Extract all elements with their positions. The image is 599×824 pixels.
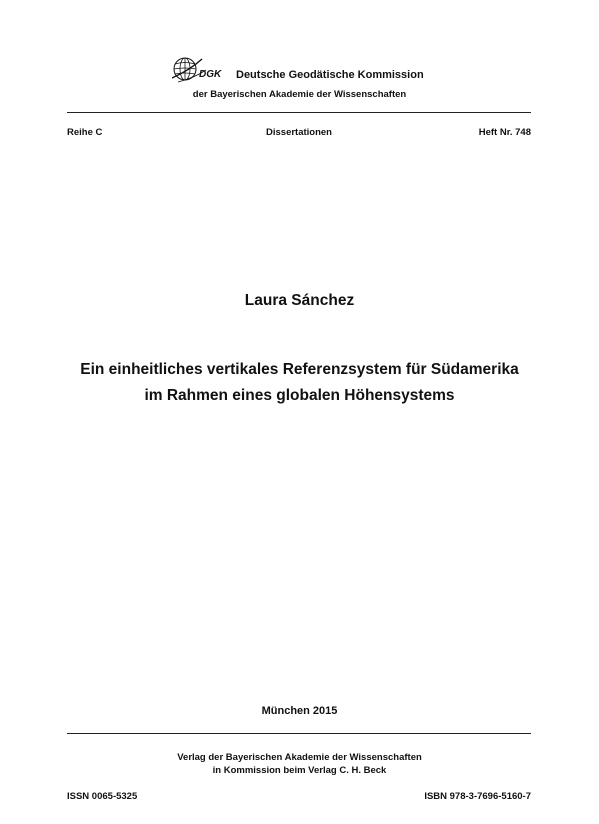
logo-text: DGK — [199, 69, 222, 80]
bottom-divider — [67, 733, 531, 734]
publisher-line-1: Verlag der Bayerischen Akademie der Wissenschaften — [177, 752, 422, 763]
title-line-2: im Rahmen eines globalen Höhensystems — [144, 387, 455, 404]
series-label: Reihe C — [67, 127, 103, 138]
place-and-year: München 2015 — [261, 705, 338, 717]
publisher-line-2: in Kommission beim Verlag C. H. Beck — [212, 765, 387, 776]
top-divider — [67, 112, 531, 113]
document-title — [40, 357, 559, 409]
series-info-row — [67, 127, 531, 141]
isbn-number: ISBN 978-3-7696-5160-7 — [424, 791, 531, 802]
series-type: Dissertationen — [266, 127, 332, 138]
issue-number: Heft Nr. 748 — [478, 127, 531, 138]
title-line-1: Ein einheitliches vertikales Referenzsystem für Südamerika — [80, 361, 519, 378]
academy-name: der Bayerischen Akademie der Wissenschaften — [192, 89, 407, 100]
author-name: Laura Sánchez — [244, 292, 355, 309]
issn-number: ISSN 0065-5325 — [67, 791, 138, 802]
organization-name: Deutsche Geodätische Kommission — [236, 69, 424, 81]
publisher-info — [0, 751, 599, 777]
identifier-row — [67, 791, 531, 805]
publisher-header — [0, 56, 599, 104]
dgk-globe-logo — [172, 56, 230, 86]
